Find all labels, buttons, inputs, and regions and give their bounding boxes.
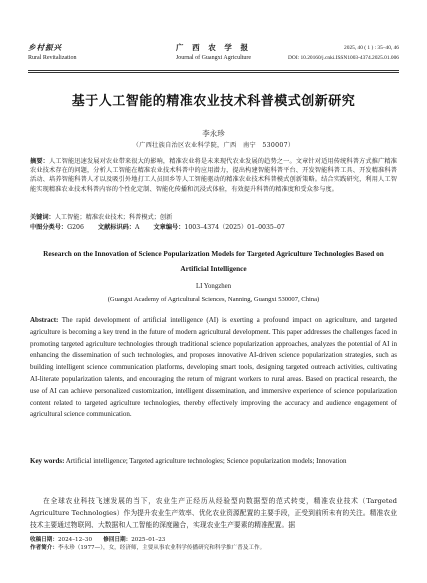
clc-value: G206: [67, 224, 84, 231]
volume-pages: 2025, 40 ( 1 ) : 35–40, 46: [344, 45, 399, 51]
article-number-label: 文章编号：: [153, 224, 185, 231]
paper-title-zh: 基于人工智能的精准农业技术科普模式创新研究: [71, 94, 356, 109]
keywords-en-label: Key words:: [30, 457, 65, 465]
doc-code-label: 文献标识码：: [97, 224, 136, 231]
citation-info: [288, 43, 399, 63]
received-date: 2024–12–30: [57, 537, 93, 543]
abstract-zh-text: 人工智能迅速发展对农业带来很大的影响，精准农业将是未来现代农业发展的趋势之一。文章针对适用传统科普方式推广精准农业技术存在的问题，分析人工智能在精准农业技术科普中的应用潜力，提出构建智能科普平台、开发智能科普工具、开发精准科普活动、培养智能科普人才以及吸引外地打工人员回乡等人工智能驱动的精准农业技术科普模式创新策略。结合实践研究，利用人工智能实现精准农业技术科普内容的个性化定制、智能化传播和沉浸式体验，有效提升科普的精准度和受众参与度。: [30, 158, 397, 193]
keywords-en-text: Artificial intelligence; Targeted agriculture technologies; Science popularization models; Innovation: [65, 457, 347, 465]
footnote-dates: [30, 536, 397, 544]
footnote-rule: [30, 532, 120, 533]
clc-label: 中图分类号：: [30, 224, 68, 231]
doc-code-value: A: [135, 224, 140, 231]
author-en: LI Yongzhen: [195, 283, 232, 290]
section-label-zh: 乡村振兴: [28, 43, 62, 52]
keywords-zh-text: 人工智能；精准农业技术；科普模式；创新: [54, 214, 173, 221]
revised-label: 修回日期：: [103, 537, 132, 543]
affiliation-zh: （广西壮族自治区农业科学院，广西 南宁 530007）: [132, 142, 295, 149]
section-label-en: Rural Revitalization: [28, 55, 77, 61]
abstract-zh: [30, 157, 397, 194]
classification-zh: [30, 223, 397, 232]
header-rule-thick: [28, 70, 399, 71]
abstract-zh-label: 摘要：: [30, 158, 49, 165]
author-zh: 李永珍: [202, 129, 225, 138]
journal-name-en: Journal of Guangxi Agriculture: [175, 55, 252, 61]
author-bio: 李永珍（1977—），女，经济师，主要从事农业科学传播研究和科学推广普及工作。: [57, 545, 266, 551]
keywords-zh: [30, 213, 397, 222]
keywords-en: [30, 456, 397, 468]
revised-date: 2025–01–23: [131, 537, 166, 543]
abstract-en-label: Abstract:: [30, 316, 59, 324]
running-header: [28, 43, 399, 69]
journal-name-zh: 广 西 农 学 报: [176, 43, 251, 52]
paper-title-en: Research on the Innovation of Science Popularization Models for Targeted Agriculture Technologies Based on Artificial Intelligence: [43, 249, 384, 273]
abstract-en-text: The rapid development of artificial intelligence (AI) is exerting a profound impact on agriculture, and targeted agriculture is becoming a key trend in the future of modern agricultural development. This paper addresses the challenges faced in promoting targeted agriculture technologies through traditional science popularization approaches, analyzes the potential of AI in enhancing the dissemination of such technologies, and proposes innovative AI-driven science popularization strategies, such as building intelligent science communication platforms, developing smart tools, designing targeted outreach activities, cultivating AI-literate popularization talents, and encouraging the return of migrant workers to rural areas. Based on practical research, the use of AI can achieve personalized customization, intelligent dissemination, and immersive experience of science popularization content related to targeted agriculture technologies, thereby effectively improving the accuracy and audience engagement of agricultural science communication.: [30, 316, 398, 419]
author-bio-label: 作者简介：: [30, 545, 58, 551]
footnote-author: [30, 544, 397, 552]
doi: DOI: 10.20160/j.cnki.ISSN1003-4374.2025.01.006: [288, 55, 399, 61]
keywords-zh-label: 关键词：: [30, 214, 55, 221]
received-label: 收稿日期：: [30, 537, 58, 543]
abstract-en: [30, 315, 397, 421]
affiliation-en: (Guangxi Academy of Agricultural Sciences, Nanning, Guangxi 530007, China): [107, 296, 320, 303]
header-rule-thin: [28, 72, 399, 73]
body-paragraph: 在全球农业科技飞速发展的当下，农业生产正经历从经验型向数据型的范式转变，精准农业技术（Targeted Agriculture Technologies）作为提升农业生产效率、优化农业资源配置的主要手段，正受到前所未有的关注。精准农业技术主要通过物联网、大数据和人工智能的深度融合，实现农业生产要素的精准配置。据: [30, 497, 397, 529]
article-number-value: 1003–4374（2025）01–0035–07: [184, 224, 285, 231]
